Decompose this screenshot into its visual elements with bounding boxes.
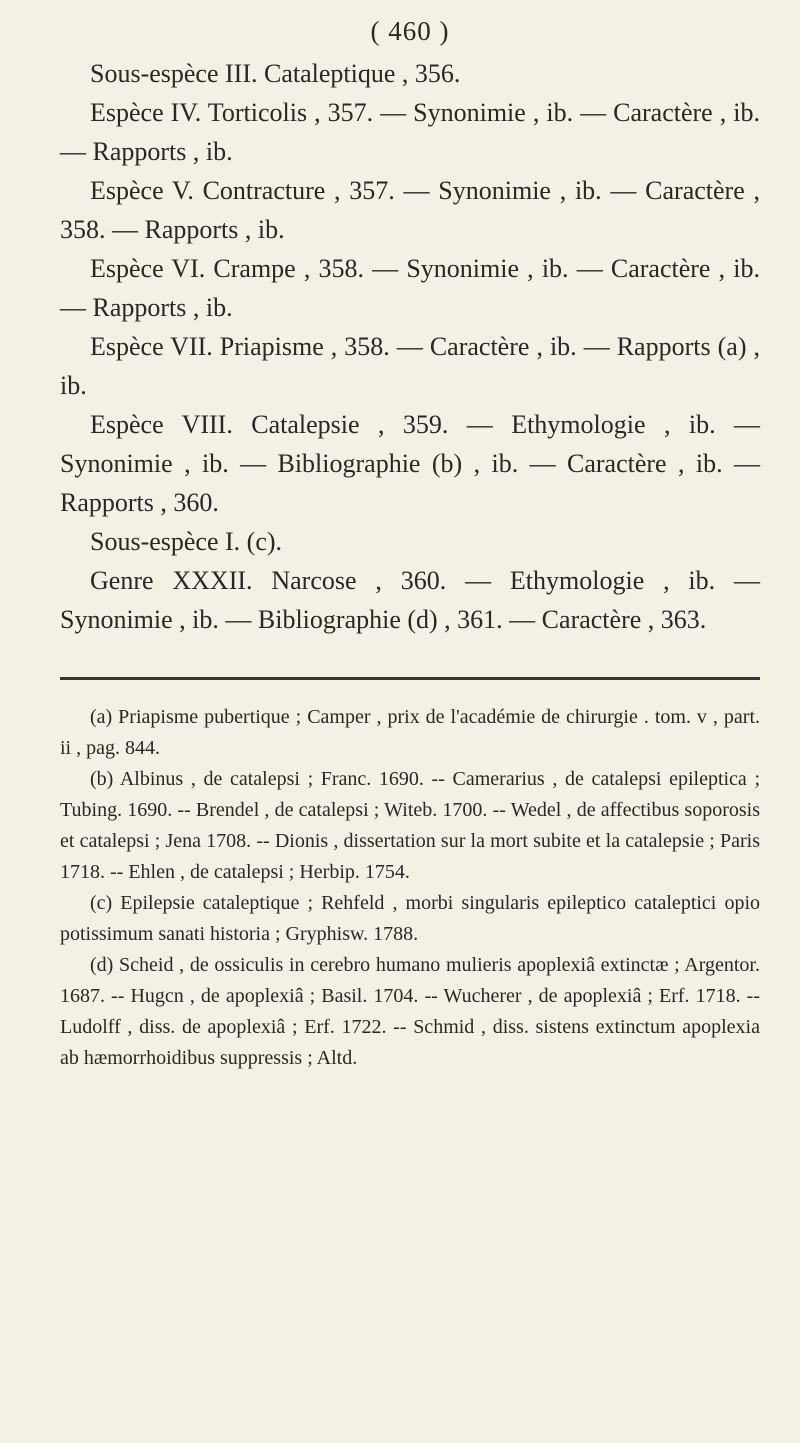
index-entries bbox=[60, 54, 760, 639]
index-entry: Genre XXXII. Narcose , 360. — Ethymologie , ib. — Synonimie , ib. — Bibliographie (d) , 361. — Caractère , 363. bbox=[60, 566, 760, 634]
index-entry: Sous-espèce III. Cataleptique , 356. bbox=[90, 59, 461, 88]
index-entry: Sous-espèce I. (c). bbox=[90, 527, 283, 556]
footnote: (c) Epilepsie cataleptique ; Rehfeld , morbi singularis epileptico cataleptici opio potissimum sanati historia ; Gryphisw. 1788. bbox=[60, 892, 760, 945]
footnote: (a) Priapisme pubertique ; Camper , prix de l'académie de chirurgie . tom. v , part. ii , pag. 844. bbox=[60, 706, 760, 759]
index-entry: Espèce IV. Torticolis , 357. — Synonimie , ib. — Caractère , ib. — Rapports , ib. bbox=[60, 98, 760, 166]
index-entry: Espèce VI. Crampe , 358. — Synonimie , ib. — Caractère , ib. — Rapports , ib. bbox=[60, 254, 760, 322]
footnotes bbox=[60, 702, 760, 1074]
document-page bbox=[60, 0, 760, 1443]
index-entry: Espèce V. Contracture , 357. — Synonimie , ib. — Caractère , 358. — Rapports , ib. bbox=[60, 176, 760, 244]
index-entry: Espèce VIII. Catalepsie , 359. — Ethymologie , ib. — Synonimie , ib. — Bibliographie (b) , ib. — Caractère , ib. — Rapports , 360. bbox=[60, 410, 760, 517]
page-number: ( 460 ) bbox=[370, 16, 450, 46]
index-entry: Espèce VII. Priapisme , 358. — Caractère , ib. — Rapports (a) , ib. bbox=[60, 332, 760, 400]
footnote: (d) Scheid , de ossiculis in cerebro humano mulieris apoplexiâ extinctæ ; Argentor. 1687. -- Hugcn , de apoplexiâ ; Basil. 1704. -- Wucherer , de apoplexiâ ; Erf. 1718. -- Ludolff , diss. de apoplexiâ ; Erf. 1722. -- Schmid , diss. sistens extinctum apoplexia ab hæmorrhoidibus suppressis ; Altd. bbox=[60, 954, 760, 1069]
footnote: (b) Albinus , de catalepsi ; Franc. 1690. -- Camerarius , de catalepsi epileptica ; Tubing. 1690. -- Brendel , de catalepsi ; Witeb. 1700. -- Wedel , de affectibus soporosis et catalepsi ; Jena 1708. -- Dionis , dissertation sur la mort subite et la catalepsie ; Paris 1718. -- Ehlen , de catalepsi ; Herbip. 1754. bbox=[60, 768, 760, 883]
footnote-divider bbox=[60, 677, 760, 680]
